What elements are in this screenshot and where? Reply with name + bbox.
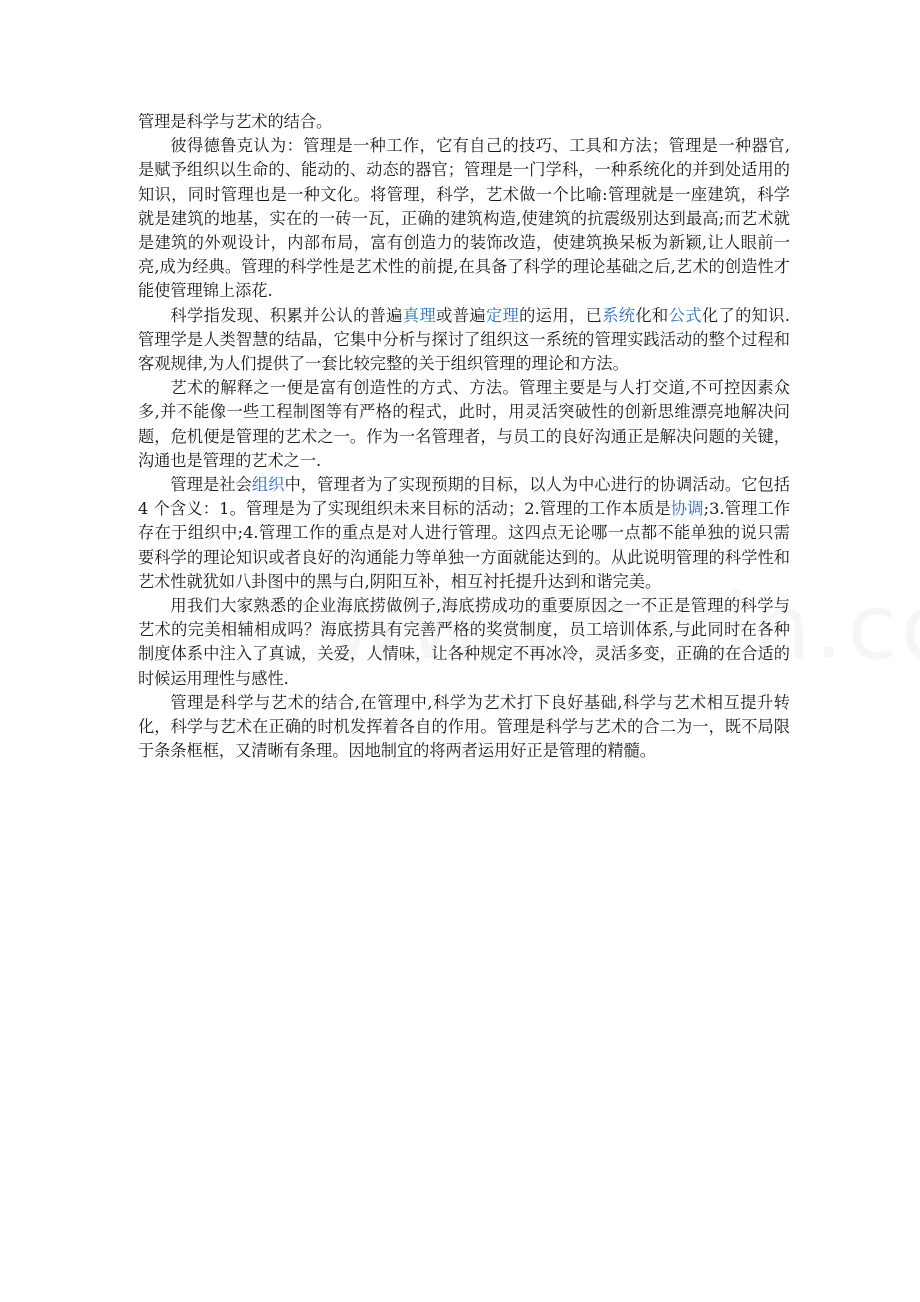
title-line: 管理是科学与艺术的结合。	[138, 112, 333, 131]
link-system[interactable]: 系统	[602, 305, 636, 325]
text-segment: 或普遍	[436, 305, 486, 325]
text-segment: 化和	[635, 305, 669, 325]
paragraph-conclusion: 管理是科学与艺术的结合,在管理中,科学为艺术打下良好基础,科学与艺术相互提升转化，科学与艺术在正确的时机发挥着各自的作用。管理是科学与艺术的合二为一，既不局限于条条框框，又清晰有条理。因地制宜的将两者运用好正是管理的精髓。	[138, 692, 790, 761]
link-coordination[interactable]: 协调	[670, 499, 704, 519]
text-segment: 的运用，已	[519, 305, 603, 325]
paragraph-science	[138, 304, 790, 377]
text-segment: 科学指发现、积累并公认的普遍	[170, 305, 403, 325]
text-segment: 中，管理者为了实现预期的目标，以人为中心进行的协调活动。它包括 4 个含义：1。管理是为了实现组织未来目标的活动；2.管理的工作本质是	[138, 475, 791, 519]
paragraph-drucker: 彼得德鲁克认为：管理是一种工作，它有自己的技巧、工具和方法；管理是一种器官,是赋予组织以生命的、能动的、动态的器官；管理是一门学科，一种系统化的并到处适用的知识，同时管理也是一种文化。将管理，科学，艺术做一个比喻:管理就是一座建筑，科学就是建筑的地基，实在的一砖一瓦，正确的建筑构造,使建筑的抗震级别达到最高;而艺术就是建筑的外观设计，内部布局，富有创造力的装饰改造，使建筑换呆板为新颖,让人眼前一亮,成为经典。管理的科学性是艺术性的前提,在具备了科学的理论基础之后,艺术的创造性才能使管理锦上添花.	[138, 136, 790, 301]
text-segment: 管理是社会	[170, 475, 252, 495]
text-segment: ;3.管理工作存在于组织中;4.管理工作的重点是对人进行管理。这四点无论哪一点都不能单独的说只需要科学的理论知识或者良好的沟通能力等单独一方面就能达到的。从此说明管理的科学性和艺术性就犹如八卦图中的黑与白,阴阳互补，相互衬托提升达到和谐完美。	[138, 499, 791, 591]
link-truth[interactable]: 真理	[402, 305, 437, 325]
paragraph-art: 艺术的解释之一便是富有创造性的方式、方法。管理主要是与人打交道,不可控因素众多,并不能像一些工程制图等有严格的程式，此时，用灵活突破性的创新思维漂亮地解决问题，危机便是管理的艺术之一。作为一名管理者，与员工的良好沟通正是解决问题的关键，沟通也是管理的艺术之一.	[138, 378, 790, 470]
document-body	[138, 110, 790, 763]
text-segment: 化了的知识.管理学是人类智慧的结晶，它集中分析与探讨了组织这一系统的管理实践活动的整个过程和客观规律,为人们提供了一套比较完整的关于组织管理的理论和方法。	[138, 305, 791, 374]
paragraph-management	[138, 473, 790, 594]
link-formula[interactable]: 公式	[668, 305, 702, 325]
link-theorem[interactable]: 定理	[485, 305, 520, 325]
paragraph-haidilao: 用我们大家熟悉的企业海底捞做例子,海底捞成功的重要原因之一不正是管理的科学与艺术的完美相辅相成吗？海底捞具有完善严格的奖赏制度，员工培训体系,与此同时在各种制度体系中注入了真诚，关爱，人情味，让各种规定不再冰冷，灵活多变，正确的在合适的时候运用理性与感性.	[138, 596, 790, 688]
link-organization[interactable]: 组织	[251, 475, 285, 495]
